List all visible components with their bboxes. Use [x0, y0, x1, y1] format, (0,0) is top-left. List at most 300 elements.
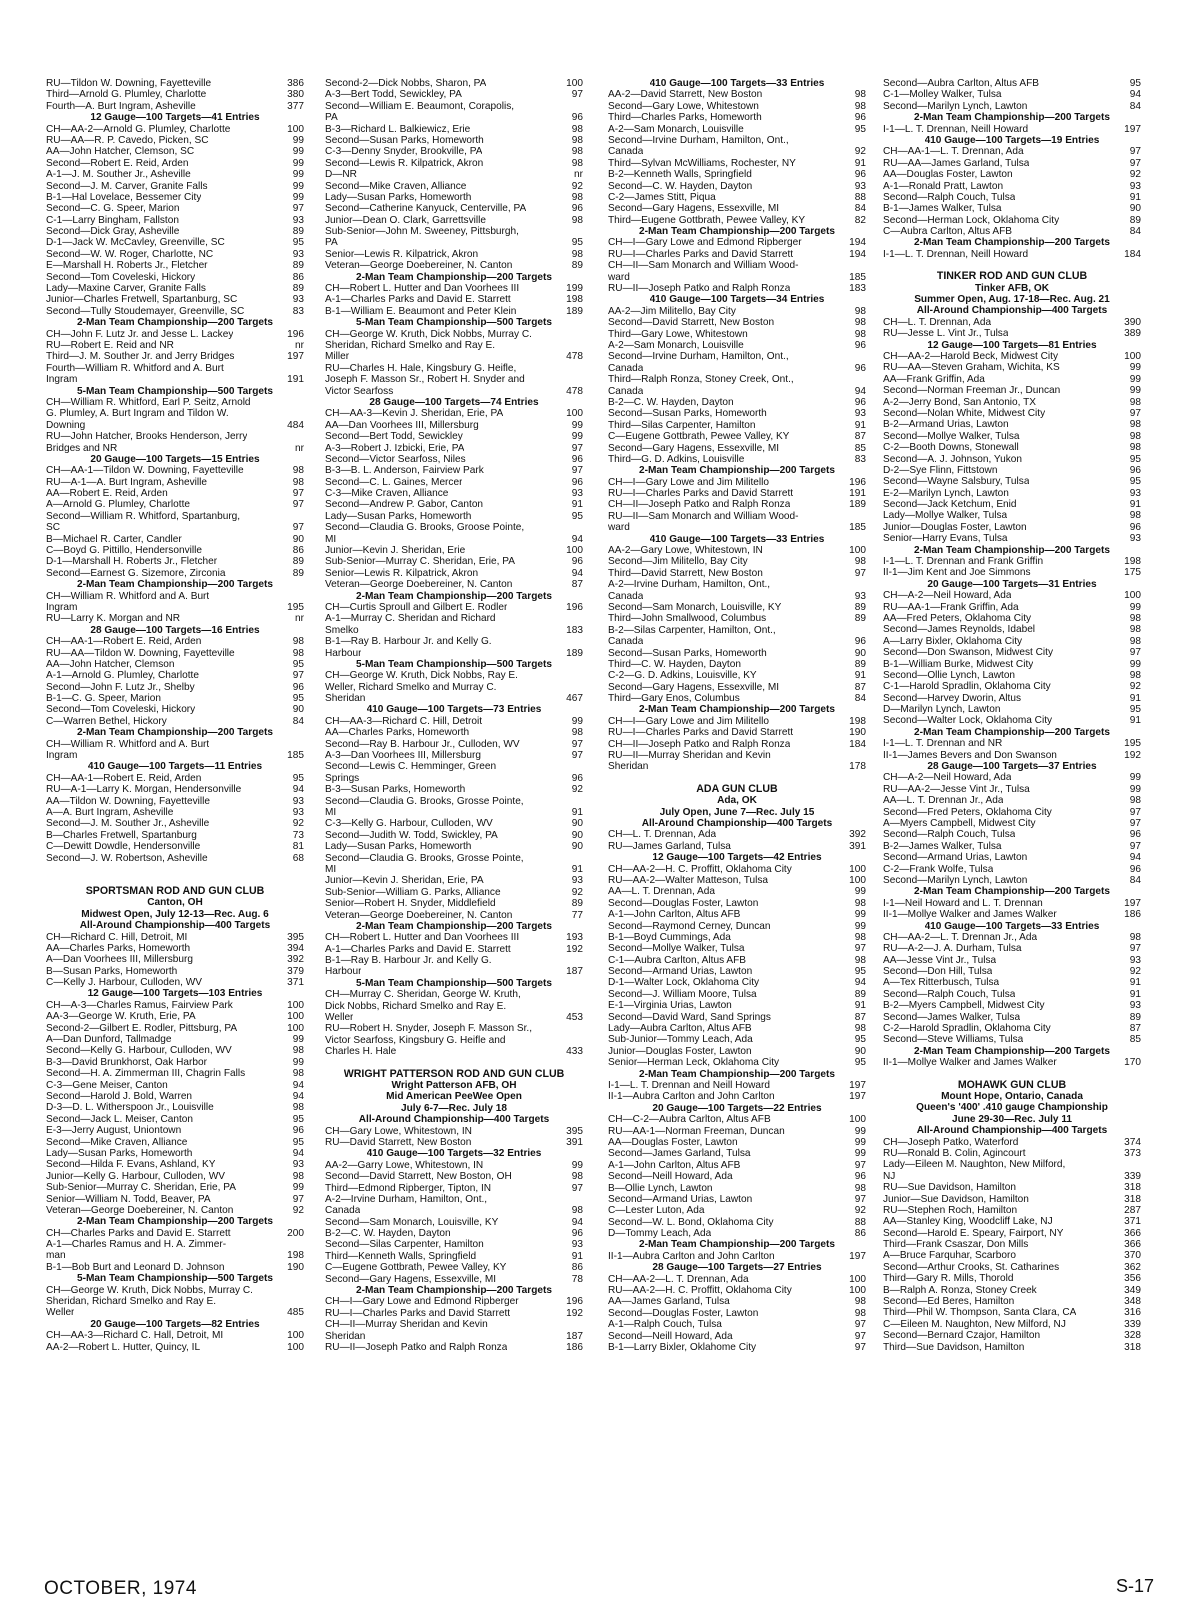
score: 93: [1129, 180, 1141, 192]
score: 89: [292, 567, 304, 579]
score: 91: [854, 670, 866, 682]
result-line: [46, 1250, 304, 1261]
result-line: [46, 853, 304, 864]
result-line: [608, 613, 866, 624]
result-text: CH—Charles Parks and David E. Starrett: [46, 1227, 231, 1239]
result-text: All-Around Championship—400 Targets: [79, 920, 271, 932]
result-line: [883, 1023, 1141, 1034]
result-line: [325, 534, 583, 545]
result-line: [325, 955, 583, 966]
result-line: [46, 1137, 304, 1148]
result-text: RU—I—Charles Parks and David Starrett: [608, 248, 794, 260]
result-text: A-3—Robert J. Izbicki, Erie, PA: [325, 442, 465, 454]
result-line: [325, 875, 583, 886]
score: 100: [566, 408, 583, 420]
result-text: All-Around Championship—400 Targets: [916, 305, 1108, 317]
result-line: [325, 989, 583, 1000]
result-line: [46, 237, 304, 248]
result-line: [883, 1307, 1141, 1318]
score: 97: [292, 522, 304, 534]
result-line: [325, 1296, 583, 1307]
event-heading: [608, 1103, 866, 1114]
result-line: [46, 636, 304, 647]
result-line: [46, 545, 304, 556]
score: 328: [1124, 1330, 1141, 1342]
result-text: AA-2—Robert L. Hutter, Quincy, IL: [46, 1341, 201, 1353]
result-line: [46, 602, 304, 613]
result-line: [883, 215, 1141, 226]
score: 95: [1129, 476, 1141, 488]
result-text: Second—C. L. Gaines, Mercer: [325, 476, 463, 488]
result-line: [46, 499, 304, 510]
result-text: AA-2—Garry Lowe, Whitestown, IN: [325, 1159, 484, 1171]
score: 89: [1129, 214, 1141, 226]
result-line: [608, 909, 866, 920]
result-line: [608, 397, 866, 408]
result-text: I-1—L. T. Drennan and Frank Griffin: [883, 556, 1044, 568]
score: 178: [849, 761, 866, 773]
result-text: CH—AA-3—Kevin J. Sheridan, Erie, PA: [325, 408, 504, 420]
result-text: RU—AA—R. P. Cavedo, Picken, SC: [46, 134, 209, 146]
result-text: AA—Douglas Foster, Lawton: [883, 169, 1013, 181]
result-line: [46, 1000, 304, 1011]
result-line: [608, 499, 866, 510]
score: 99: [1129, 373, 1141, 385]
result-line: [325, 944, 583, 955]
result-line: [608, 1274, 866, 1285]
score: 386: [287, 78, 304, 89]
result-line: [883, 1148, 1141, 1159]
result-line: [608, 454, 866, 465]
score: 87: [1129, 1023, 1141, 1035]
result-line: [608, 249, 866, 260]
score: 91: [571, 863, 583, 875]
result-text: Midwest Open, July 12-13—Rec. Aug. 6: [81, 908, 269, 920]
result-line: [325, 602, 583, 613]
result-text: CH—George W. Kruth, Dick Nobbs, Murray C.: [325, 328, 532, 340]
score: 191: [849, 488, 866, 500]
result-text: A—Myers Campbell, Midwest City: [883, 818, 1036, 829]
result-text: Second—J. M. Carver, Granite Falls: [46, 180, 208, 192]
result-text: 2-Man Team Championship—200 Targets: [356, 590, 552, 602]
result-line: [883, 465, 1141, 476]
result-text: 410 Gauge—100 Targets—33 Entries: [649, 78, 825, 89]
result-text: 28 Gauge—100 Targets—37 Entries: [927, 761, 1097, 773]
result-line: [608, 602, 866, 613]
result-text: ADA GUN CLUB: [696, 783, 778, 795]
result-text: Canada: [608, 385, 644, 397]
result-text: B-2—Armand Urias, Lawton: [883, 419, 1009, 431]
score: 99: [292, 169, 304, 181]
score: 89: [292, 556, 304, 568]
score: 478: [566, 385, 583, 397]
result-text: Wright Patterson AFB, OH: [391, 1079, 517, 1091]
event-heading: [608, 852, 866, 863]
result-line: [608, 556, 866, 567]
result-text: Second—Ralph Couch, Tulsa: [883, 988, 1016, 1000]
result-line: [608, 340, 866, 351]
result-line: [325, 773, 583, 784]
result-text: Second—Lewis C. Hemminger, Green: [325, 761, 497, 773]
result-line: [883, 602, 1141, 613]
result-line: [46, 682, 304, 693]
result-line: [608, 886, 866, 897]
result-line: [883, 328, 1141, 339]
score: 95: [292, 658, 304, 670]
result-line: [608, 158, 866, 169]
result-line: [883, 488, 1141, 499]
result-text: B—Susan Parks, Homeworth: [46, 965, 178, 977]
score: 99: [292, 1182, 304, 1194]
score: 190: [849, 727, 866, 739]
result-text: 2-Man Team Championship—200 Targets: [639, 1239, 835, 1251]
score: 98: [1129, 442, 1141, 454]
result-text: 410 Gauge—100 Targets—32 Entries: [366, 1148, 542, 1160]
result-line: [883, 966, 1141, 977]
score: 89: [292, 283, 304, 295]
result-line: [325, 1183, 583, 1194]
result-text: RU—AA—Steven Graham, Wichita, KS: [883, 362, 1060, 374]
result-text: CH—L. T. Drennan, Ada: [883, 316, 992, 328]
result-text: 28 Gauge—100 Targets—74 Entries: [369, 396, 539, 408]
score: 92: [571, 784, 583, 796]
result-line: [46, 181, 304, 192]
result-text: A—Bruce Farquhar, Scarboro: [883, 1250, 1016, 1262]
result-line: [608, 135, 866, 146]
result-line: [46, 1068, 304, 1079]
result-text: Second—Armand Urias, Lawton: [883, 852, 1028, 864]
result-text: Miller: [325, 351, 350, 363]
result-line: [325, 237, 583, 248]
result-text: RU—AA-1—Norman Freeman, Duncan: [608, 1125, 785, 1137]
result-text: AA—Robert E. Reid, Arden: [46, 488, 168, 500]
result-line: [608, 841, 866, 852]
result-line: [883, 158, 1141, 169]
result-line: [608, 955, 866, 966]
club-heading: [46, 886, 304, 897]
result-text: Second—Susan Parks, Homeworth: [608, 647, 767, 659]
result-text: II-1—Aubra Carlton and John Carlton: [608, 1250, 775, 1262]
result-text: Fourth—William R. Whitford and A. Burt: [46, 362, 224, 374]
result-line: [46, 943, 304, 954]
score: 98: [854, 317, 866, 329]
score: 93: [571, 875, 583, 887]
result-text: A-2—Irvine Durham, Hamilton, Ont.,: [325, 1193, 488, 1205]
score: 96: [854, 112, 866, 124]
result-text: B—Charles Fretwell, Spartanburg: [46, 829, 197, 841]
result-text: B-1—William Burke, Midwest City: [883, 658, 1034, 670]
result-text: 20 Gauge—100 Targets—15 Entries: [90, 453, 260, 465]
result-line: [608, 829, 866, 840]
score: 98: [1129, 510, 1141, 522]
score: 318: [1124, 1341, 1141, 1353]
result-line: [883, 362, 1141, 373]
result-line: [883, 977, 1141, 988]
result-text: Second—Herman Lock, Oklahoma City: [883, 214, 1060, 226]
result-line: [608, 1057, 866, 1068]
result-line: [608, 1331, 866, 1342]
result-line: [325, 1194, 583, 1205]
score: 99: [854, 886, 866, 898]
result-line: [325, 613, 583, 624]
result-text: RU—AA-1—Frank Griffin, Ada: [883, 601, 1019, 613]
score: 98: [292, 1170, 304, 1182]
score: 190: [287, 1261, 304, 1273]
event-heading: [883, 579, 1141, 590]
result-line: [608, 989, 866, 1000]
result-text: SC: [46, 522, 61, 534]
result-line: [608, 124, 866, 135]
result-line: [608, 1296, 866, 1307]
score: 82: [854, 214, 866, 226]
result-line: [46, 1159, 304, 1170]
event-heading: [883, 761, 1141, 772]
result-text: CH—John F. Lutz Jr. and Jesse L. Lackey: [46, 328, 234, 340]
subheading: [46, 1273, 304, 1284]
result-text: RU—II—Joseph Patko and Ralph Ronza: [325, 1341, 508, 1353]
result-line: [46, 329, 304, 340]
result-text: Second—Marilyn Lynch, Lawton: [883, 874, 1028, 886]
result-text: Third—Silas Carpenter, Hamilton: [608, 419, 756, 431]
result-text: C-1—Molley Walker, Tulsa: [883, 89, 1002, 101]
result-line: [883, 590, 1141, 601]
score: 93: [1129, 533, 1141, 545]
score: 100: [849, 1114, 866, 1126]
score: 96: [571, 453, 583, 465]
result-line: [325, 1205, 583, 1216]
result-line: [608, 875, 866, 886]
result-line: [46, 670, 304, 681]
result-text: RU—AA-2—H. C. Proffitt, Oklahoma City: [608, 1285, 792, 1297]
score: 94: [1129, 89, 1141, 101]
result-line: [608, 1342, 866, 1353]
result-text: June 29-30—Rec. July 11: [951, 1113, 1073, 1125]
result-text: Second—Claudia G. Brooks, Grosse Pointe,: [325, 795, 524, 807]
result-text: RU—AA—Tildon W. Downing, Fayetteville: [46, 647, 235, 659]
result-text: I-1—L. T. Drennan and Neill Howard: [608, 1079, 770, 1091]
score: 100: [287, 1011, 304, 1023]
result-text: Second—Gary Hagens, Essexville, MI: [325, 1273, 497, 1285]
score: 93: [571, 1239, 583, 1251]
result-line: [883, 454, 1141, 465]
result-line: [325, 203, 583, 214]
score: 84: [854, 693, 866, 705]
page-number: S-17: [1115, 1576, 1154, 1596]
result-text: Second—Wayne Salsbury, Tulsa: [883, 476, 1030, 488]
result-text: 2-Man Team Championship—200 Targets: [914, 237, 1110, 249]
result-text: Second—Sam Monarch, Louisville, KY: [325, 1216, 499, 1228]
result-line: [883, 1034, 1141, 1045]
score: 96: [854, 396, 866, 408]
result-text: II-1—Mollye Walker and James Walker: [883, 909, 1057, 921]
result-text: B-3—David Brunkhorst, Oak Harbor: [46, 1056, 207, 1068]
result-line: [608, 1228, 866, 1239]
result-line: [325, 1023, 583, 1034]
score: 99: [854, 909, 866, 921]
result-text: Weller: [325, 1012, 354, 1024]
result-line: [46, 1057, 304, 1068]
result-line: [883, 567, 1141, 578]
result-text: Second—Dick Gray, Asheville: [46, 226, 180, 238]
result-text: A-1—John Carlton, Altus AFB: [608, 1159, 741, 1171]
score: 98: [292, 465, 304, 477]
event-heading: [608, 78, 866, 89]
subheading: [883, 545, 1141, 556]
result-text: CH—I—Gary Lowe and Jim Militello: [608, 715, 769, 727]
result-text: RU—I—Charles Parks and David Starrett: [608, 488, 794, 500]
subheading: [883, 283, 1141, 294]
score: 189: [566, 647, 583, 659]
score: 467: [566, 693, 583, 705]
result-line: [46, 215, 304, 226]
result-text: AA-2—Gary Lowe, Whitestown, IN: [608, 545, 763, 557]
subheading: [883, 112, 1141, 123]
result-text: AA—Charles Parks, Homeworth: [325, 727, 470, 739]
result-line: [46, 408, 304, 419]
result-text: Second—Armand Urias, Lawton: [608, 1193, 753, 1205]
score: 185: [849, 271, 866, 283]
result-line: [46, 1045, 304, 1056]
result-line: [883, 89, 1141, 100]
result-text: 2-Man Team Championship—200 Targets: [356, 271, 552, 283]
result-line: [46, 1342, 304, 1353]
score: 392: [849, 829, 866, 841]
result-text: Second-2—Dick Nobbs, Sharon, PA: [325, 78, 487, 89]
result-line: [883, 1330, 1141, 1341]
result-text: CH—A-3—Charles Ramus, Fairview Park: [46, 999, 233, 1011]
result-text: B-1—James Walker, Tulsa: [883, 203, 1002, 215]
result-line: [325, 1262, 583, 1273]
subheading: [46, 909, 304, 920]
score: 73: [292, 829, 304, 841]
score: 85: [1129, 1034, 1141, 1046]
score: 97: [292, 1193, 304, 1205]
result-text: 2-Man Team Championship—200 Targets: [639, 465, 835, 477]
result-text: Second—Mike Craven, Alliance: [325, 180, 467, 192]
result-line: [325, 181, 583, 192]
score: 81: [292, 841, 304, 853]
score: 98: [1129, 624, 1141, 636]
result-line: [883, 522, 1141, 533]
score: 86: [571, 1262, 583, 1274]
result-line: [46, 226, 304, 237]
result-text: B—Michael R. Carter, Candler: [46, 533, 182, 545]
score: 91: [1129, 988, 1141, 1000]
result-line: [883, 1239, 1141, 1250]
result-line: [883, 784, 1141, 795]
result-text: B—Ralph A. Ronza, Stoney Creek: [883, 1284, 1037, 1296]
result-text: CH—Murray C. Sheridan, George W. Kruth,: [325, 989, 521, 1001]
subheading: [325, 1091, 583, 1102]
result-line: [325, 887, 583, 898]
result-text: Second—Harold J. Bold, Warren: [46, 1090, 193, 1102]
result-line: [325, 966, 583, 977]
score: 96: [854, 362, 866, 374]
result-text: CH—II—Murray Sheridan and Kevin: [325, 1319, 488, 1331]
score: 85: [854, 442, 866, 454]
score: 97: [1129, 818, 1141, 829]
result-text: Third—Gary R. Mills, Thorold: [883, 1273, 1014, 1285]
result-line: [883, 898, 1141, 909]
score: 96: [571, 203, 583, 215]
result-text: Third—Edmond Ripberger, Tipton, IN: [325, 1182, 492, 1194]
score: 100: [849, 863, 866, 875]
result-line: [325, 636, 583, 647]
result-text: RU—II—Joseph Patko and Ralph Ronza: [608, 283, 791, 295]
score: 97: [292, 203, 304, 215]
result-line: [46, 522, 304, 533]
result-text: CH—AA-2—Arnold G. Plumley, Charlotte: [46, 123, 231, 135]
score: 98: [1129, 396, 1141, 408]
result-line: [325, 488, 583, 499]
score: 392: [287, 954, 304, 966]
score: 99: [292, 191, 304, 203]
result-text: Second—Jack L. Meiser, Canton: [46, 1113, 193, 1125]
result-line: [883, 510, 1141, 521]
result-line: [608, 1023, 866, 1034]
result-text: Joseph F. Masson Sr., Robert H. Snyder and: [325, 374, 525, 386]
result-line: [46, 704, 304, 715]
result-text: 2-Man Team Championship—200 Targets: [914, 726, 1110, 738]
result-text: Senior—Lewis R. Kilpatrick, Akron: [325, 567, 479, 579]
score: 89: [854, 601, 866, 613]
score: 95: [292, 693, 304, 705]
score: 98: [1129, 931, 1141, 943]
result-text: Sub-Senior—William G. Parks, Alliance: [325, 886, 501, 898]
score: 98: [292, 476, 304, 488]
result-text: 410 Gauge—100 Targets—19 Entries: [924, 134, 1100, 146]
result-text: C-2—James Stitt, Piqua: [608, 191, 716, 203]
result-line: [608, 921, 866, 932]
score: 96: [571, 112, 583, 124]
result-line: [883, 1216, 1141, 1227]
result-line: [883, 499, 1141, 510]
result-line: [883, 1285, 1141, 1296]
result-line: [325, 443, 583, 454]
result-line: [325, 682, 583, 693]
score: 91: [571, 499, 583, 511]
event-heading: [46, 625, 304, 636]
score: 100: [566, 78, 583, 89]
result-text: RU—AA-2—Jesse Vint Jr., Tulsa: [883, 783, 1030, 795]
score: 318: [1124, 1182, 1141, 1194]
result-line: [608, 101, 866, 112]
result-line: [883, 476, 1141, 487]
result-text: Sheridan, Richard Smelko and Ray E.: [325, 339, 495, 351]
score: 99: [292, 134, 304, 146]
result-text: RU—AA—James Garland, Tulsa: [883, 157, 1030, 169]
result-text: E-1—Virginia Urias, Lawton: [608, 1000, 732, 1012]
result-line: [608, 659, 866, 670]
result-text: Tinker AFB, OK: [974, 282, 1050, 294]
subheading: [883, 305, 1141, 316]
result-text: Second—Robert E. Reid, Arden: [46, 157, 189, 169]
result-line: [608, 1148, 866, 1159]
result-text: Second—Gary Hagens, Essexville, MI: [608, 203, 780, 215]
score: 68: [292, 852, 304, 864]
result-line: [325, 841, 583, 852]
score: 183: [566, 624, 583, 636]
result-line: [883, 1159, 1141, 1170]
result-line: [883, 852, 1141, 863]
result-text: Second—Ralph Couch, Tulsa: [883, 829, 1016, 841]
result-text: AA—L. T. Drennan Jr., Ada: [883, 795, 1004, 807]
result-line: [325, 568, 583, 579]
score: 98: [571, 157, 583, 169]
result-text: II-1—Aubra Carlton and John Carlton: [608, 1091, 775, 1103]
result-line: [325, 374, 583, 385]
result-text: Second—Jim Militello, Bay City: [608, 556, 748, 568]
